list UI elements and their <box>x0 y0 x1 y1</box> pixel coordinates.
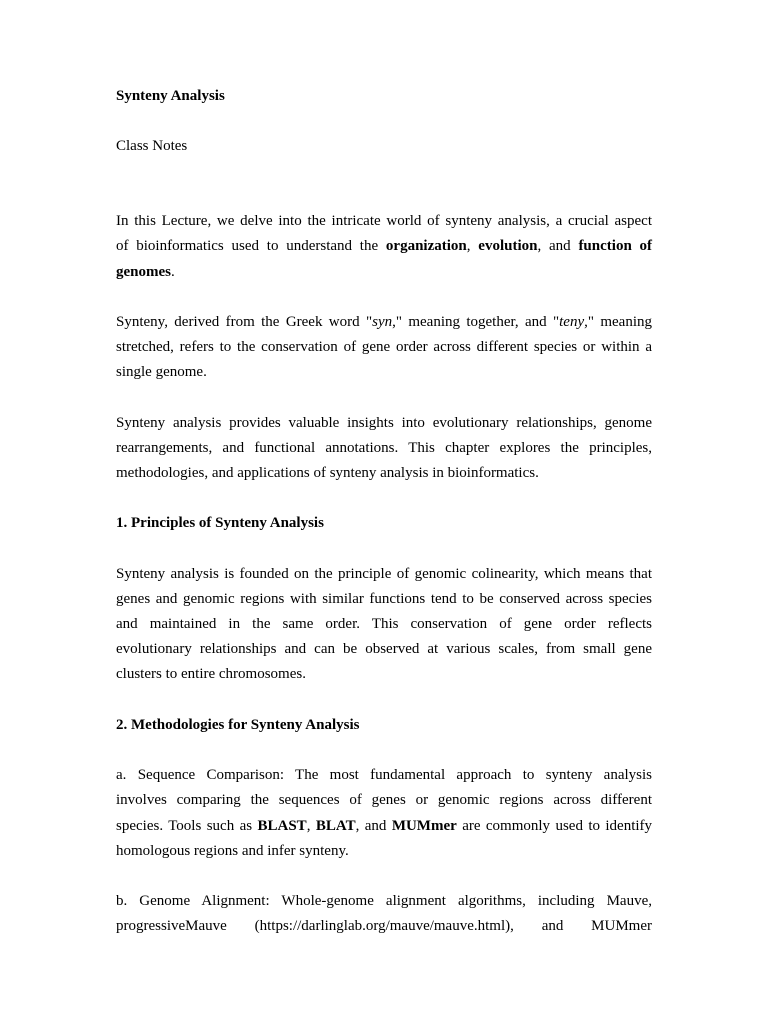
intro-line-1: In this Lecture, we delve into the intricate world of synteny analysis, a crucial aspect <box>116 213 652 229</box>
section-2b-line-1: b. Genome Alignment: Whole-genome alignment algorithms, including Mauve, <box>116 893 652 909</box>
document-subtitle: Class Notes <box>116 138 188 154</box>
intro-text: , <box>466 238 471 254</box>
overview-line-1: Synteny analysis provides valuable insights into evolutionary relationships, genome <box>116 415 652 431</box>
definition-italic-syn: syn <box>372 314 393 330</box>
document-title: Synteny Analysis <box>116 88 225 104</box>
section-1-line-5: clusters to entire chromosomes. <box>116 666 306 682</box>
section-2a-text: , and <box>355 818 387 834</box>
definition-text: Synteny, derived from the Greek word " <box>116 314 373 330</box>
tool-blat: BLAT <box>315 818 356 834</box>
section-2a-line-3 <box>116 816 652 836</box>
definition-line-1 <box>116 312 652 332</box>
tool-mummer: MUMmer <box>391 818 457 834</box>
document-page <box>116 0 652 1024</box>
section-2a-text: are commonly used to identify <box>462 818 653 834</box>
section-1-line-2: genes and genomic regions with similar functions tend to be conserved across species <box>116 591 652 607</box>
section-1-line-3: and maintained in the same order. This conservation of gene order reflects <box>116 616 652 632</box>
intro-text: . <box>171 264 175 280</box>
intro-bold-evolution: evolution <box>478 238 538 254</box>
section-2a-line-2: involves comparing the sequences of genes or genomic regions across different <box>116 792 652 808</box>
intro-bold-organization: organization <box>385 238 467 254</box>
definition-italic-teny: teny <box>559 314 585 330</box>
intro-line-2 <box>116 236 652 256</box>
intro-text: of bioinformatics used to understand the <box>116 238 379 254</box>
section-1-line-4: evolutionary relationships and can be observed at various scales, from small gene <box>116 641 652 657</box>
intro-text: , and <box>537 238 571 254</box>
definition-line-3: single genome. <box>116 364 207 380</box>
section-2a-line-1: a. Sequence Comparison: The most fundamental approach to synteny analysis <box>116 767 652 783</box>
overview-line-2: rearrangements, and functional annotations. This chapter explores the principles, <box>116 440 652 456</box>
definition-line-2: stretched, refers to the conservation of gene order across different species or within a <box>116 339 652 355</box>
section-2b-line-2: progressiveMauve (https://darlinglab.org/mauve/mauve.html), and MUMmer <box>116 918 652 934</box>
intro-bold-genomes: genomes <box>116 264 171 280</box>
section-2-heading: 2. Methodologies for Synteny Analysis <box>116 717 360 733</box>
overview-line-3: methodologies, and applications of synteny analysis in bioinformatics. <box>116 465 539 481</box>
section-2a-text: , <box>306 818 311 834</box>
definition-text: ," meaning <box>584 314 653 330</box>
definition-text: ," meaning together, and " <box>392 314 560 330</box>
section-2a-text: species. Tools such as <box>116 818 253 834</box>
intro-line-3 <box>116 262 652 282</box>
tool-blast: BLAST <box>257 818 307 834</box>
intro-bold-function: function of <box>578 238 653 254</box>
section-2a-line-4: homologous regions and infer synteny. <box>116 843 349 859</box>
section-1-line-1: Synteny analysis is founded on the principle of genomic colinearity, which means that <box>116 566 652 582</box>
section-1-heading: 1. Principles of Synteny Analysis <box>116 515 324 531</box>
